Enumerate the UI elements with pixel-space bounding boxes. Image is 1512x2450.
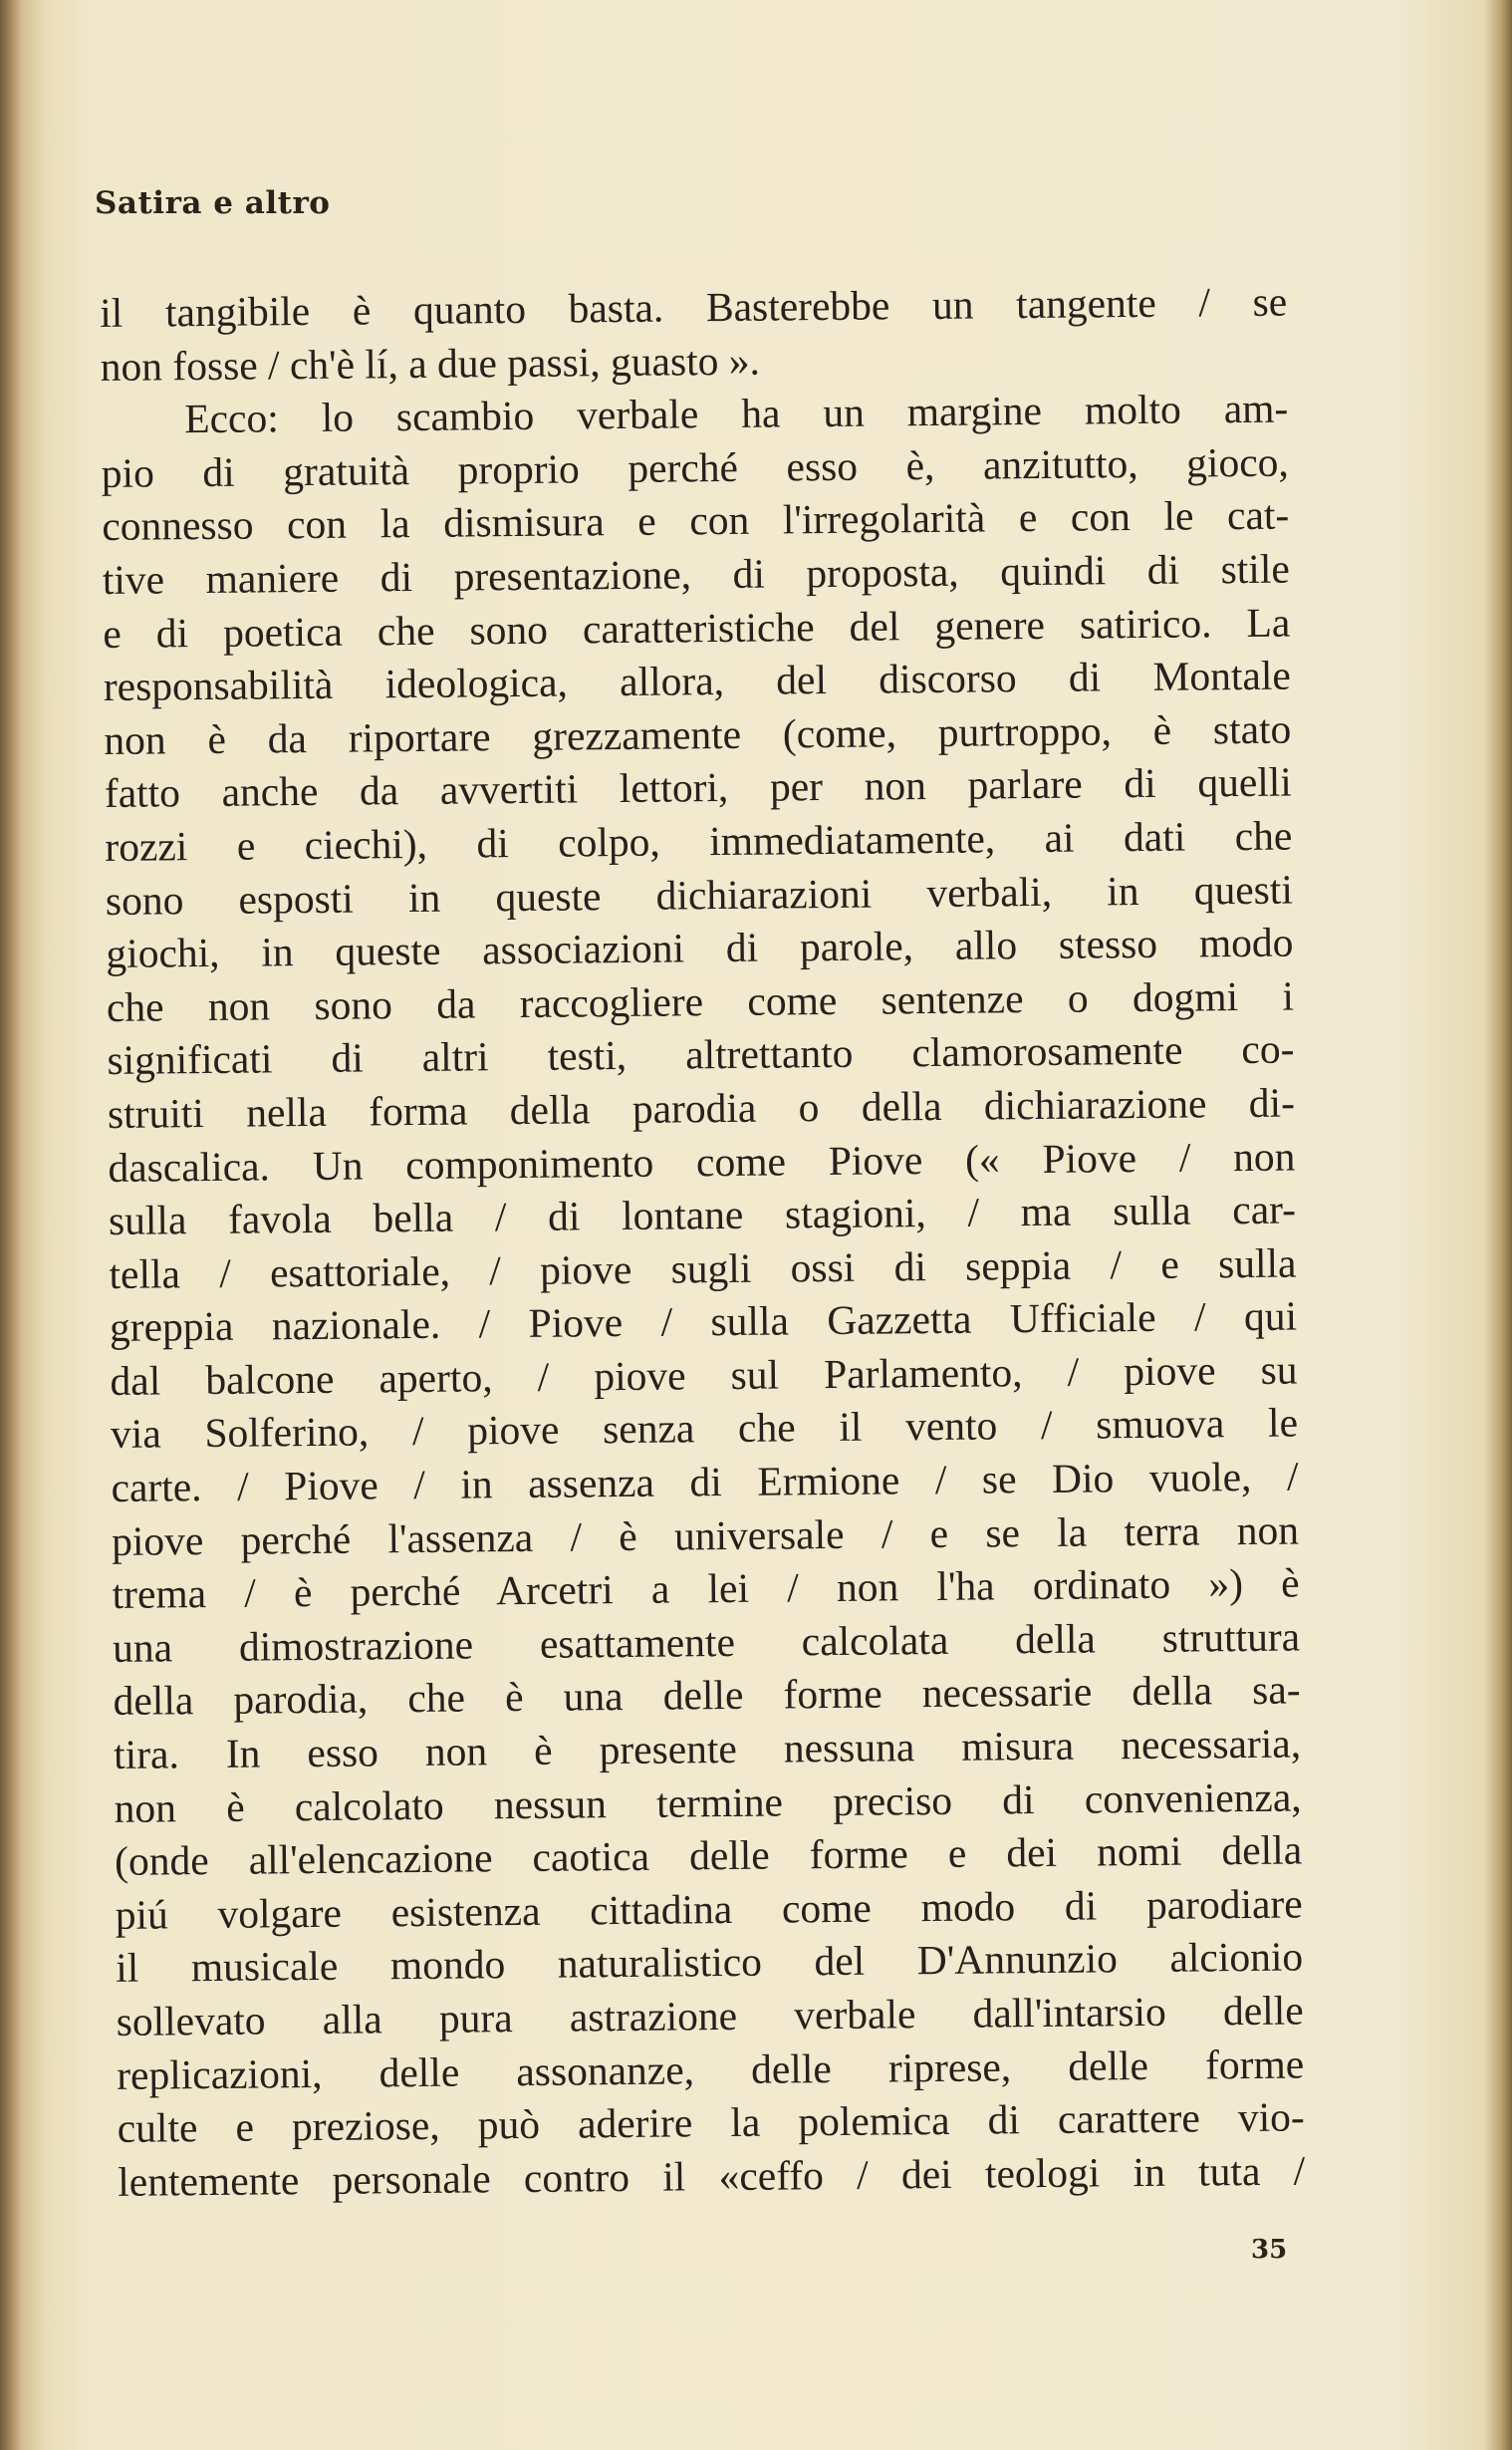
page-number: 35 <box>1251 2235 1288 2265</box>
text-line: lentemente personale contro il «ceffo / dei teologi in tuta / <box>118 2147 1306 2205</box>
text-line: greppia nazionale. / Piove / sulla Gazzetta Ufficiale / qui <box>109 1292 1298 1351</box>
text-line: tive maniere di presentazione, di proposta, quindi di stile <box>102 545 1290 603</box>
text-line: via Solferino, / piove senza che il vento / smuova le <box>110 1399 1299 1458</box>
text-line: il musicale mondo naturalistico del D'Annunzio alcionio <box>115 1933 1304 1992</box>
text-line: (onde all'elencazione caotica delle forme e dei nomi della <box>114 1826 1303 1885</box>
text-line: dascalica. Un componimento come Piove (« Piove / non <box>108 1133 1296 1191</box>
text-line: tira. In esso non è presente nessuna misura necessaria, <box>113 1720 1302 1777</box>
text-line: piove perché l'assenza / è universale / e se la terra non <box>111 1506 1300 1564</box>
text-line: struiti nella forma della parodia o della dichiarazione di- <box>107 1079 1296 1137</box>
text-line: sulla favola bella / di lontane stagioni, / ma sulla car- <box>108 1186 1297 1244</box>
text-line: il tangibile è quanto basta. Basterebbe un tangente / se <box>100 278 1288 336</box>
text-line: replicazioni, delle assonanze, delle riprese, delle forme <box>117 2041 1305 2098</box>
text-line: tella / esattoriale, / piove sugli ossi di seppia / e sulla <box>109 1239 1297 1297</box>
text-line: fatto anche da avvertiti lettori, per non parlare di quelli <box>104 758 1293 817</box>
text-line: rozzi e ciechi), di colpo, immediatamente, ai dati che <box>105 812 1293 870</box>
text-line: significati di altri testi, altrettanto clamorosamente co- <box>107 1025 1295 1084</box>
text-line: responsabilità ideologica, allora, del discorso di Montale <box>103 652 1292 710</box>
text-line: una dimostrazione esattamente calcolata della struttura <box>112 1613 1301 1671</box>
running-head: Satira e altro <box>95 185 331 221</box>
text-line: carte. / Piove / in assenza di Ermione / se Dio vuole, / <box>111 1453 1299 1511</box>
text-line: e di poetica che sono caratteristiche del genere satirico. La <box>103 599 1291 657</box>
text-line: non è calcolato nessun termine preciso di convenienza, <box>114 1773 1302 1831</box>
text-line: trema / è perché Arcetri a lei / non l'ha ordinato ») è <box>112 1559 1300 1618</box>
text-line: sono esposti in queste dichiarazioni verbali, in questi <box>105 866 1294 924</box>
text-line: non fosse / ch'è lí, a due passi, guasto ». <box>100 337 761 390</box>
text-line: Ecco: lo scambio verbale ha un margine molto am- <box>184 385 1289 442</box>
text-line: pio di gratuità proprio perché esso è, anzitutto, gioco, <box>101 438 1289 496</box>
text-line: culte e preziose, può aderire la polemica di carattere vio- <box>117 2093 1305 2152</box>
text-line: dal balcone aperto, / piove sul Parlamento, / piove su <box>110 1346 1298 1404</box>
body-text <box>100 276 1305 2210</box>
text-line: sollevato alla pura astrazione verbale dall'intarsio delle <box>116 1987 1304 2044</box>
text-line: che non sono da raccogliere come sentenze o dogmi i <box>106 972 1295 1030</box>
text-line: piú volgare esistenza cittadina come modo di parodiare <box>115 1880 1303 1938</box>
text-line: connesso con la dismisura e con l'irregolarità e con le cat- <box>102 491 1290 550</box>
text-line: giochi, in queste associazioni di parole, allo stesso modo <box>106 919 1294 977</box>
text-line: della parodia, che è una delle forme necessarie della sa- <box>113 1666 1301 1725</box>
text-line: non è da riportare grezzamente (come, purtroppo, è stato <box>104 705 1292 763</box>
